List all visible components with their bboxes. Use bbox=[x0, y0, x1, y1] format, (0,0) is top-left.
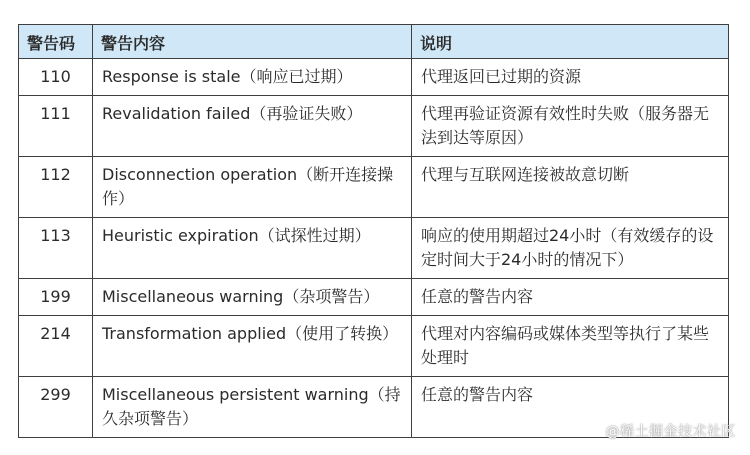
header-description: 说明 bbox=[412, 25, 729, 59]
header-content: 警告内容 bbox=[93, 25, 412, 59]
watermark: @稀土掘金技术社区 bbox=[605, 424, 736, 440]
warning-content-cell: Response is stale（响应已过期） bbox=[93, 59, 412, 96]
warning-code-cell: 110 bbox=[19, 59, 93, 96]
warning-description-cell: 代理与互联网连接被故意切断 bbox=[412, 157, 729, 218]
warning-content-cell: Disconnection operation（断开连接操作） bbox=[93, 157, 412, 218]
warning-code-table-container bbox=[18, 24, 728, 438]
warning-description-cell: 代理再验证资源有效性时失败（服务器无法到达等原因） bbox=[412, 96, 729, 157]
table-row bbox=[19, 218, 729, 279]
table-row bbox=[19, 59, 729, 96]
warning-code-cell: 113 bbox=[19, 218, 93, 279]
table-header bbox=[19, 25, 729, 59]
warning-code-table bbox=[18, 24, 729, 438]
table-row bbox=[19, 279, 729, 316]
table-row bbox=[19, 316, 729, 377]
header-row bbox=[19, 25, 729, 59]
warning-description-cell: 代理返回已过期的资源 bbox=[412, 59, 729, 96]
warning-content-cell: Transformation applied（使用了转换） bbox=[93, 316, 412, 377]
table-row bbox=[19, 157, 729, 218]
warning-description-cell: 响应的使用期超过24小时（有效缓存的设定时间大于24小时的情况下） bbox=[412, 218, 729, 279]
warning-content-cell: Miscellaneous persistent warning（持久杂项警告） bbox=[93, 377, 412, 438]
warning-description-cell: 任意的警告内容 bbox=[412, 279, 729, 316]
warning-content-cell: Miscellaneous warning（杂项警告） bbox=[93, 279, 412, 316]
warning-code-cell: 299 bbox=[19, 377, 93, 438]
header-code: 警告码 bbox=[19, 25, 93, 59]
warning-description-cell: 任意的警告内容 bbox=[412, 377, 729, 438]
warning-code-cell: 111 bbox=[19, 96, 93, 157]
warning-code-cell: 112 bbox=[19, 157, 93, 218]
warning-content-cell: Heuristic expiration（试探性过期） bbox=[93, 218, 412, 279]
warning-code-cell: 199 bbox=[19, 279, 93, 316]
warning-code-cell: 214 bbox=[19, 316, 93, 377]
warning-description-cell: 代理对内容编码或媒体类型等执行了某些处理时 bbox=[412, 316, 729, 377]
warning-content-cell: Revalidation failed（再验证失败） bbox=[93, 96, 412, 157]
table-body bbox=[19, 59, 729, 438]
table-row bbox=[19, 96, 729, 157]
